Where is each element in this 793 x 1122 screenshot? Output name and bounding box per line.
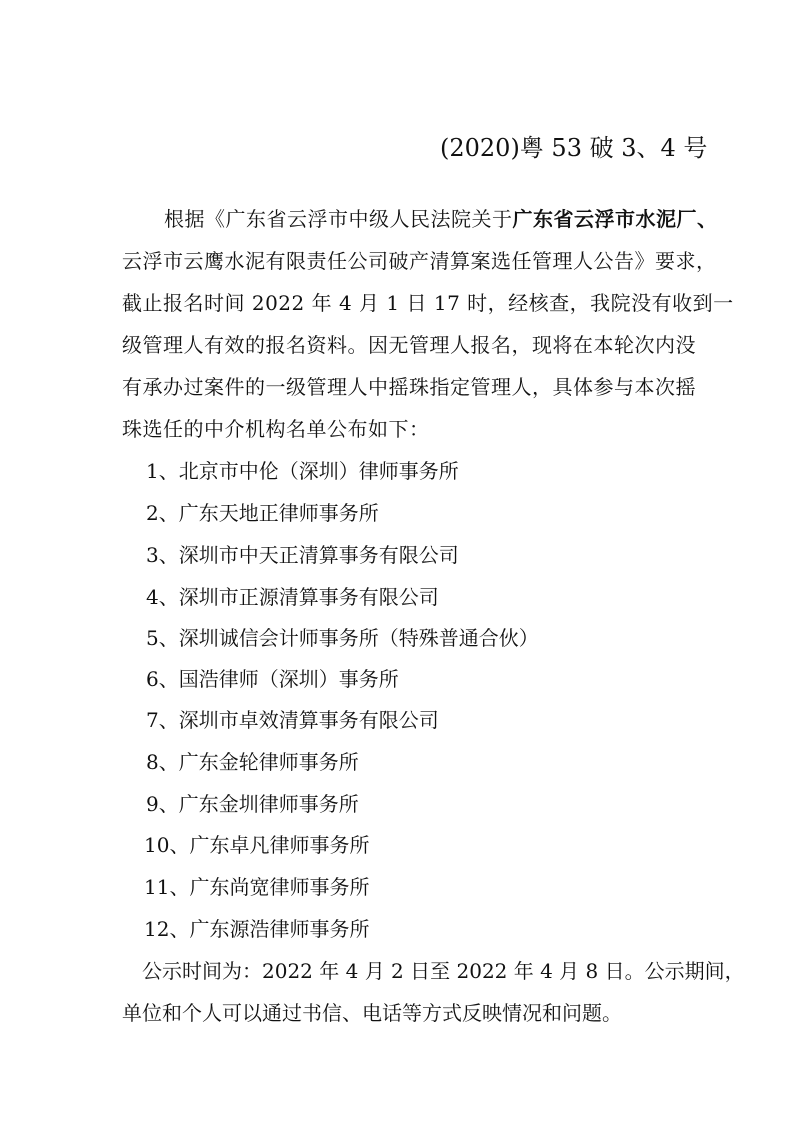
agency-item-7: 7、深圳市卓效清算事务有限公司 — [146, 708, 439, 732]
agency-item-2: 2、广东天地正律师事务所 — [146, 501, 379, 525]
agency-item-9: 9、广东金圳律师事务所 — [146, 792, 359, 816]
publicity-line-2: 单位和个人可以通过书信、电话等方式反映情况和问题。 — [122, 1001, 622, 1025]
agency-item-12: 12、广东源浩律师事务所 — [144, 917, 370, 941]
agency-item-5: 5、深圳诚信会计师事务所（特殊普通合伙） — [146, 626, 539, 650]
agency-item-4: 4、深圳市正源清算事务有限公司 — [146, 585, 439, 609]
agency-item-3: 3、深圳市中天正清算事务有限公司 — [146, 543, 459, 567]
body-line-5: 有承办过案件的一级管理人中摇珠指定管理人，具体参与本次摇 — [122, 375, 696, 399]
body-line-4: 级管理人有效的报名资料。因无管理人报名，现将在本轮次内没 — [122, 333, 696, 357]
body-line-2: 云浮市云鹰水泥有限责任公司破产清算案选任管理人公告》要求， — [122, 249, 717, 273]
body-line-1-prefix: 根据《广东省云浮市中级人民法院关于 — [164, 207, 513, 231]
agency-item-11: 11、广东尚宽律师事务所 — [144, 875, 370, 899]
agency-item-8: 8、广东金轮律师事务所 — [146, 750, 359, 774]
agency-item-10: 10、广东卓凡律师事务所 — [144, 833, 370, 857]
case-title-bold: 广东省云浮市水泥厂、 — [512, 207, 718, 231]
body-line-3: 截止报名时间 2022 年 4 月 1 日 17 时，经核查，我院没有收到一 — [122, 291, 734, 315]
body-line-6: 珠选任的中介机构名单公布如下： — [122, 417, 430, 441]
agency-item-6: 6、国浩律师（深圳）事务所 — [146, 667, 399, 691]
body-line-1 — [164, 203, 718, 232]
case-number: (2020)粤 53 破 3、4 号 — [440, 134, 708, 162]
agency-item-1: 1、北京市中伦（深圳）律师事务所 — [146, 459, 459, 483]
publicity-line-1: 公示时间为：2022 年 4 月 2 日至 2022 年 4 月 8 日。公示期间， — [142, 959, 745, 983]
